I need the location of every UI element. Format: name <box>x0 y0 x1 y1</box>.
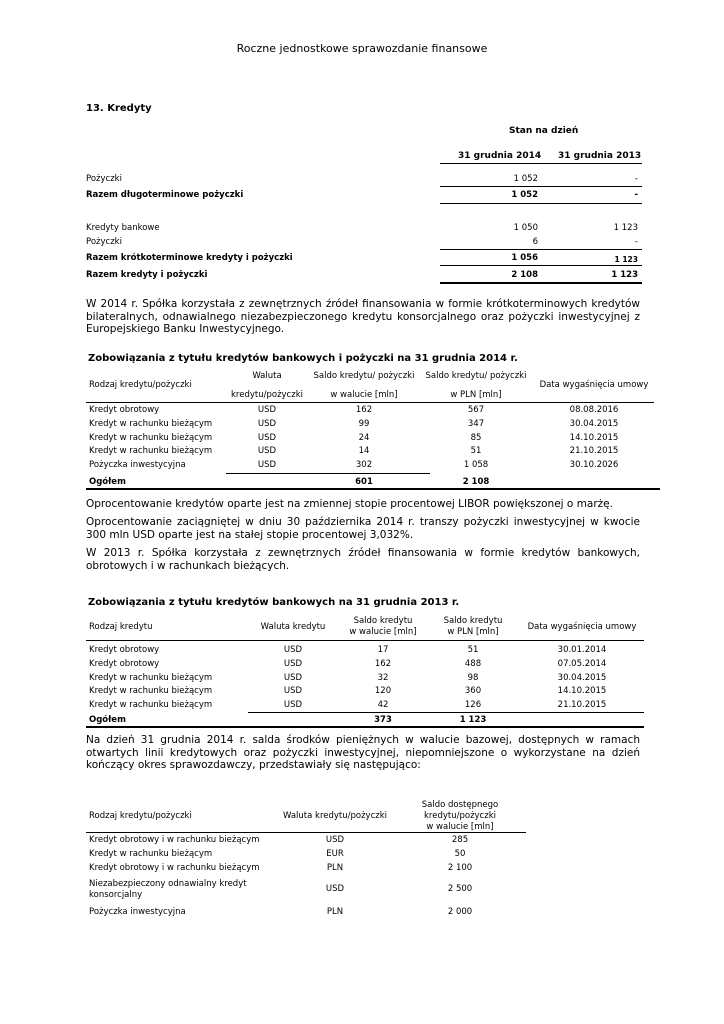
total-top-rule <box>248 712 644 713</box>
row-label: Niezabezpieczony odnawialny kredyt konsorcjalny <box>89 879 247 900</box>
row-value-2013: - <box>634 174 638 184</box>
total-bottom-rule <box>86 488 660 490</box>
row-label: Pożyczki <box>86 237 122 247</box>
row-rule <box>440 203 642 204</box>
row-currency: EUR <box>326 849 344 859</box>
th-waluta-1: Waluta <box>252 371 282 381</box>
row-currency: USD <box>283 700 303 711</box>
th-rodzaj: Rodzaj kredytu <box>89 622 153 632</box>
row-rule <box>440 186 642 187</box>
th-saldo-2: kredytu/pożyczki <box>424 811 496 821</box>
row-type: Kredyt obrotowy <box>89 405 160 415</box>
row-label: Razem krótkoterminowe kredyty i pożyczki <box>86 253 293 263</box>
row-currency: USD <box>325 835 345 845</box>
row-currency: USD <box>283 645 303 655</box>
row-amount-pln: 347 <box>467 418 485 429</box>
row-amount-pln: 488 <box>464 658 482 669</box>
total-bottom-rule <box>86 726 644 728</box>
row-type: Kredyt w rachunku bieżącym <box>89 418 213 429</box>
row-type: Kredyt obrotowy <box>89 658 160 669</box>
table-2014-title: Zobowiązania z tytułu kredytów bankowych i pożyczki na 31 grudnia 2014 r. <box>88 353 518 364</box>
th-saldo-w-2: w walucie [mln] <box>330 390 398 400</box>
row-amount-pln: 360 <box>464 686 482 697</box>
row-label: Kredyt obrotowy i w rachunku bieżącym <box>89 863 260 873</box>
table-2013-title: Zobowiązania z tytułu kredytów bankowych na 31 grudnia 2013 r. <box>88 597 460 608</box>
section-title: 13. Kredyty <box>86 103 152 114</box>
row-currency: USD <box>283 686 303 697</box>
row-label: Kredyt w rachunku bieżącym <box>89 849 213 859</box>
row-label: Pożyczka inwestycyjna <box>89 907 186 917</box>
row-amount: 2 500 <box>447 884 473 894</box>
th-rodzaj: Rodzaj kredytu/pożyczki <box>89 811 192 821</box>
row-amount-currency: 17 <box>377 645 389 655</box>
paragraph: W 2013 r. Spółka korzystała z zewnętrznych źródeł finansowania w formie kredytów bankowych, obrotowych i w rachunkach bieżących. <box>86 547 640 572</box>
total-value-currency: 601 <box>355 477 373 487</box>
total-top-rule <box>226 473 430 474</box>
th-saldo-p-1: Saldo kredytu <box>443 616 503 626</box>
row-amount-currency: 99 <box>358 418 370 429</box>
row-amount-pln: 51 <box>470 446 482 457</box>
row-value-2014: 2 108 <box>511 270 538 280</box>
row-amount: 285 <box>451 835 469 845</box>
stan-na-dzien-label: Stan na dzień <box>509 126 579 136</box>
total-label: Ogółem <box>89 715 126 725</box>
total-value-pln: 1 123 <box>459 715 487 725</box>
row-expiry-date: 21.10.2015 <box>557 700 607 711</box>
row-value-2014: 1 056 <box>511 253 538 263</box>
row-currency: USD <box>257 405 277 415</box>
row-value-2013: 1 123 <box>611 270 638 280</box>
row-value-2013: 1 123 <box>613 223 638 233</box>
row-label: Kredyt obrotowy i w rachunku bieżącym <box>89 835 260 845</box>
th-saldo-w-1: Saldo kredytu <box>353 616 413 626</box>
row-amount-currency: 32 <box>377 672 389 683</box>
paragraph: Oprocentowanie kredytów oparte jest na zmiennej stopie procentowej LIBOR powiększonej o marżę. <box>86 498 613 510</box>
row-amount: 2 000 <box>447 907 473 917</box>
row-type: Kredyt obrotowy <box>89 645 160 655</box>
row-currency: USD <box>257 418 277 429</box>
th-saldo-1: Saldo dostępnego <box>421 800 499 810</box>
th-data: Data wygaśnięcia umowy <box>527 622 637 632</box>
row-type: Kredyt w rachunku bieżącym <box>89 432 213 443</box>
row-label: Pożyczki <box>86 174 122 184</box>
row-amount-pln: 51 <box>467 645 479 655</box>
th-waluta: Waluta kredytu <box>260 622 326 632</box>
th-saldo-w-2: w walucie [mln] <box>349 627 417 637</box>
row-expiry-date: 14.10.2015 <box>557 686 607 697</box>
row-expiry-date: 14.10.2015 <box>569 432 619 443</box>
paragraph: Oprocentowanie zaciągniętej w dniu 30 października 2014 r. transzy pożyczki inwestycyjnej w kwocie 300 mln USD oparte jest na stałej stopie procentowej 3,032%. <box>86 516 640 541</box>
header-rule <box>86 402 654 403</box>
row-currency: USD <box>257 460 277 471</box>
th-saldo-p-1: Saldo kredytu/ pożyczki <box>425 371 527 381</box>
th-saldo-p-2: w PLN [mln] <box>447 627 499 637</box>
row-currency: USD <box>257 432 277 443</box>
paragraph: Na dzień 31 grudnia 2014 r. salda środków pieniężnych w walucie bazowej, dostępnych w ramach otwartych linii kredytowych oraz pożyczki inwestycyjnej, niepomniejszone o wykorzystane na dzień kończący okres sprawozdawczy, przedstawiały się następująco: <box>86 734 640 771</box>
row-expiry-date: 30.10.2026 <box>569 460 619 471</box>
col-2014-header: 31 grudnia 2014 <box>458 151 542 161</box>
page-header: Roczne jednostkowe sprawozdanie finansowe <box>236 42 488 55</box>
row-rule <box>440 265 642 266</box>
row-value-2014: 1 052 <box>513 174 538 184</box>
th-waluta: Waluta kredytu/pożyczki <box>282 811 388 821</box>
row-expiry-date: 07.05.2014 <box>557 658 607 669</box>
row-expiry-date: 21.10.2015 <box>569 446 619 457</box>
row-amount: 2 100 <box>447 863 473 873</box>
th-rodzaj: Rodzaj kredytu/pożyczki <box>89 380 192 390</box>
row-type: Kredyt w rachunku bieżącym <box>89 700 213 711</box>
total-value-pln: 2 108 <box>462 477 490 487</box>
header-rule <box>440 163 642 164</box>
row-expiry-date: 08.08.2016 <box>569 405 619 415</box>
paragraph: W 2014 r. Spółka korzystała z zewnętrznych źródeł finansowania w formie krótkoterminowych kredytów bilateralnych, odnawialnego niezabezpieczonego kredytu konsorcjalnego oraz pożyczki inwestycyjnej z Europejskiego Banku Inwestycyjnego. <box>86 298 640 335</box>
row-value-2014: 1 052 <box>511 190 538 200</box>
row-type: Pożyczka inwestycyjna <box>89 460 186 471</box>
row-label: Razem długoterminowe pożyczki <box>86 190 244 200</box>
header-rule <box>86 832 526 833</box>
row-amount-currency: 120 <box>374 686 392 697</box>
row-amount-currency: 24 <box>358 432 370 443</box>
row-value-2013: 1 123 <box>614 255 638 264</box>
row-type: Kredyt w rachunku bieżącym <box>89 672 213 683</box>
row-expiry-date: 30.01.2014 <box>557 645 607 655</box>
row-amount-currency: 162 <box>374 658 392 669</box>
row-amount-pln: 567 <box>467 405 485 415</box>
row-currency: PLN <box>326 863 344 873</box>
row-value-2014: 1 050 <box>513 223 538 233</box>
total-label: Ogółem <box>89 477 126 487</box>
row-amount-currency: 162 <box>355 405 373 415</box>
row-label: Kredyty bankowe <box>86 223 160 233</box>
row-amount-pln: 126 <box>464 700 482 711</box>
row-label: Razem kredyty i pożyczki <box>86 270 208 280</box>
row-amount-currency: 42 <box>377 700 389 711</box>
th-data: Data wygaśnięcia umowy <box>539 380 649 390</box>
row-currency: USD <box>283 658 303 669</box>
row-type: Kredyt w rachunku bieżącym <box>89 686 213 697</box>
row-amount-currency: 302 <box>355 460 373 471</box>
row-expiry-date: 30.04.2015 <box>557 672 607 683</box>
total-rule <box>440 282 642 284</box>
th-saldo-p-2: w PLN [mln] <box>450 390 502 400</box>
header-rule <box>86 640 644 641</box>
th-saldo-w-1: Saldo kredytu/ pożyczki <box>313 371 415 381</box>
row-value-2013: - <box>634 190 638 200</box>
row-value-2014: 6 <box>532 237 538 247</box>
total-value-currency: 373 <box>374 715 392 725</box>
row-value-2013: - <box>634 237 638 247</box>
row-expiry-date: 30.04.2015 <box>569 418 619 429</box>
row-amount-pln: 1 058 <box>463 460 489 471</box>
row-currency: USD <box>257 446 277 457</box>
row-amount-pln: 98 <box>467 672 479 683</box>
row-amount-currency: 14 <box>358 446 370 457</box>
row-amount-pln: 85 <box>470 432 482 443</box>
row-amount: 50 <box>454 849 466 859</box>
th-waluta-2: kredytu/pożyczki <box>231 390 303 400</box>
row-type: Kredyt w rachunku bieżącym <box>89 446 213 457</box>
th-saldo-3: w walucie [mln] <box>426 822 494 832</box>
row-currency: USD <box>325 884 345 894</box>
col-2013-header: 31 grudnia 2013 <box>558 151 642 161</box>
row-currency: USD <box>283 672 303 683</box>
row-currency: PLN <box>326 907 344 917</box>
row-rule <box>440 249 642 250</box>
